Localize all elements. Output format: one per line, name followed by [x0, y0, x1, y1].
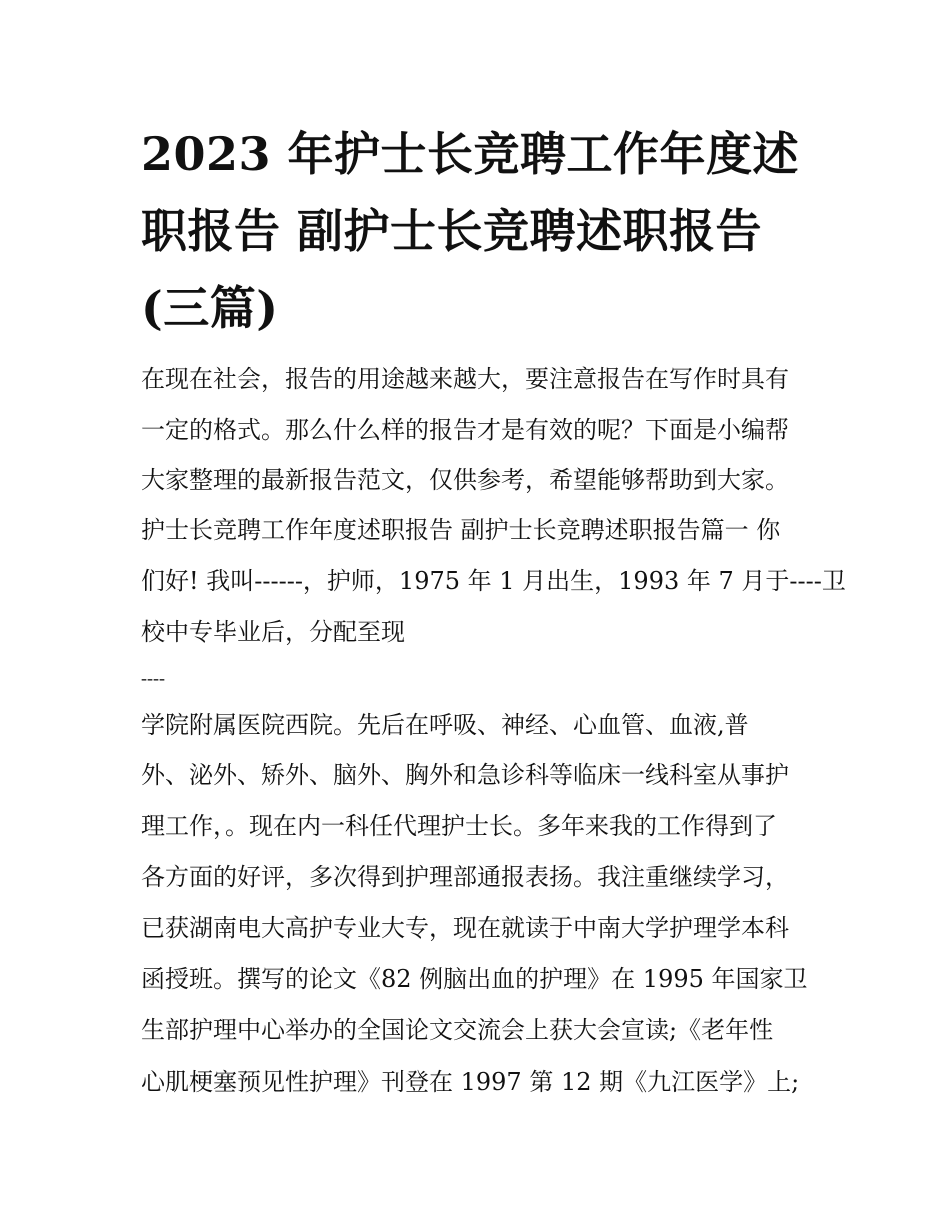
body-line-2: 一定的格式。那么什么样的报告才是有效的呢？下面是小编帮	[141, 416, 789, 444]
title-line-3: (三篇)	[141, 281, 279, 335]
body-line-1: 在现在社会，报告的用途越来越大，要注意报告在写作时具有	[141, 365, 789, 393]
body-line-8: 学院附属医院西院。先后在呼吸、神经、心血管、血液,普	[141, 711, 749, 739]
body-line-13: 函授班。撰写的论文《82 例脑出血的护理》在 1995 年国家卫	[141, 965, 808, 993]
body-line-14: 生部护理中心举办的全国论文交流会上获大会宣读;《老年性	[141, 1016, 774, 1044]
body-line-4: 护士长竞聘工作年度述职报告 副护士长竞聘述职报告篇一 你	[141, 516, 781, 544]
body-line-6: 校中专毕业后，分配至现	[141, 618, 405, 646]
title-line-2: 职报告 副护士长竞聘述职报告	[141, 204, 763, 258]
body-line-10: 理工作，。现在内一科任代理护士长。多年来我的工作得到了	[141, 812, 777, 840]
body-line-5: 们好! 我叫------，护师，1975 年 1 月出生，1993 年 7 月于----卫	[141, 567, 846, 595]
body-line-9: 外、泌外、矫外、脑外、胸外和急诊科等临床一线科室从事护	[141, 761, 789, 789]
body-line-12: 已获湖南电大高护专业大专，现在就读于中南大学护理学本科	[141, 914, 789, 942]
body-line-7-dashes: ----	[141, 668, 165, 688]
body-line-11: 各方面的好评，多次得到护理部通报表扬。我注重继续学习，	[141, 863, 789, 891]
title-line-1: 2023 年护士长竞聘工作年度述	[141, 127, 800, 181]
document-title	[141, 116, 831, 347]
body-line-3: 大家整理的最新报告范文，仅供参考，希望能够帮助到大家。	[141, 466, 789, 494]
body-line-15: 心肌梗塞预见性护理》刊登在 1997 第 12 期《九江医学》上;	[141, 1068, 800, 1096]
